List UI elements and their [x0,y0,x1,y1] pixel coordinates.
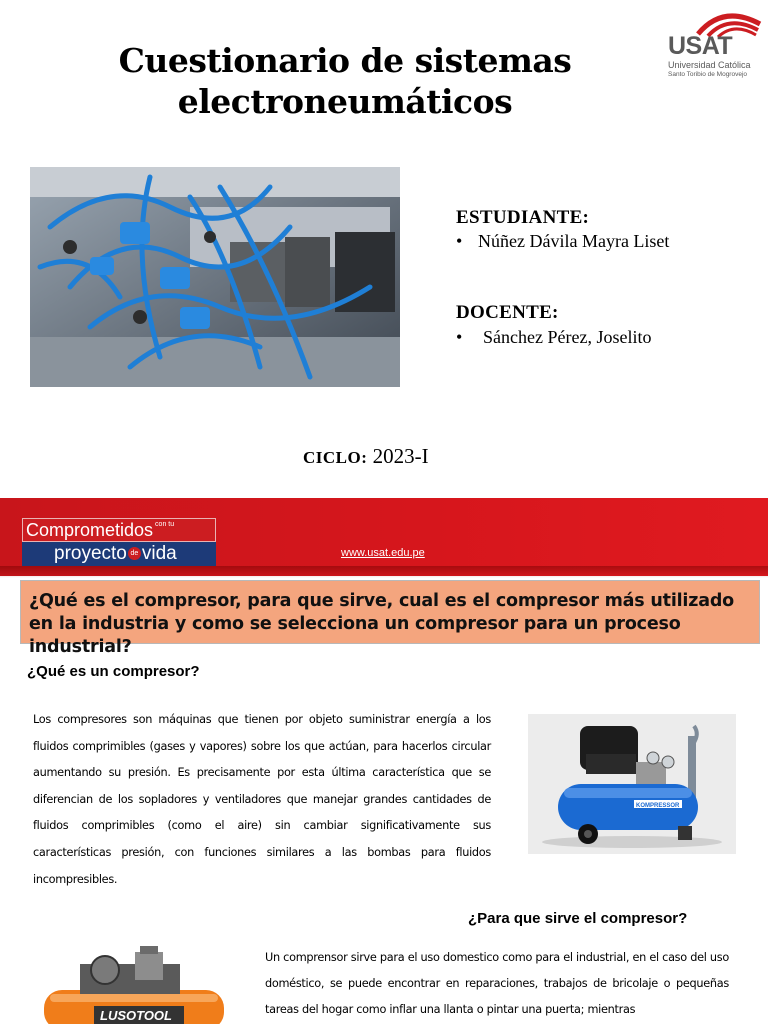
cycle-value: 2023-I [372,444,429,468]
slide-title [60,40,630,122]
comprometidos-logo [22,518,216,566]
logo-line-1: Universidad Católica [668,60,751,70]
brand-vida: vida [141,543,177,564]
title-line-1: Cuestionario de sistemas [118,41,572,80]
compressor-label: KOMPRESSOR [636,803,680,809]
industrial-compressor-photo [40,940,230,1024]
brand-top [22,518,216,542]
lusotool-label: LUSOTOOL [100,1008,172,1023]
paragraph-usage: Un comprensor sirve para el uso domestico como para el industrial, en el caso del uso doméstico, se puede encontrar en reparaciones, trabajos de bricolaje o pequeñas tareas del hogar como inflar una llanta o pintar una puerta; mientras [265,951,729,1016]
cycle-line [303,444,429,469]
bullet-icon: • [456,231,463,251]
heading-what-is-compressor: ¿Qué es un compresor? [27,663,200,680]
student-label: ESTUDIANTE: [456,207,590,228]
brand-proyecto: proyecto [54,543,127,564]
footer-shadow [0,566,768,578]
teacher-label: DOCENTE: [456,302,559,323]
paragraph-definition: Los compresores son máquinas que tienen por objeto suministrar energía a los fluidos comprimibles (gases y vapores) sobre los que actúan, para hacerlos circular aumentando su presión. Es precisamente por esta última característica que se diferencian de los sopladores y ventiladores que manejar grandes cantidades de fluidos comprimibles (como el aire) sin cambiar significativamente sus características presión, con funciones similares a las bombas para fluidos incompresibles. [33,713,491,886]
brand-de-badge: de [128,547,141,560]
brand-small-text: con tu [155,521,175,528]
title-line-2: electroneumáticos [177,82,513,121]
compressor-photo [528,714,736,854]
heading-what-for: ¿Para que sirve el compresor? [468,910,688,927]
website-link[interactable]: www.usat.edu.pe [341,547,425,559]
cycle-label: CICLO: [303,448,368,467]
usat-logo [668,6,762,80]
logo-name: USAT [668,32,733,60]
teacher-item [456,327,651,348]
pneumatic-panel-photo [30,167,400,387]
student-item [456,231,669,252]
logo-line-2: Santo Toribio de Mogrovejo [668,71,748,78]
brand-bottom [22,542,216,566]
brand-top-text: Comprometidos [26,520,154,540]
bullet-icon: • [456,327,463,347]
title-slide [0,0,768,498]
teacher-name: Sánchez Pérez, Joselito [483,327,652,347]
student-name: Núñez Dávila Mayra Liset [478,231,670,251]
question-banner: ¿Qué es el compresor, para que sirve, cual es el compresor más utilizado en la industria y como se selecciona un compresor para un proceso industrial? [20,580,760,644]
